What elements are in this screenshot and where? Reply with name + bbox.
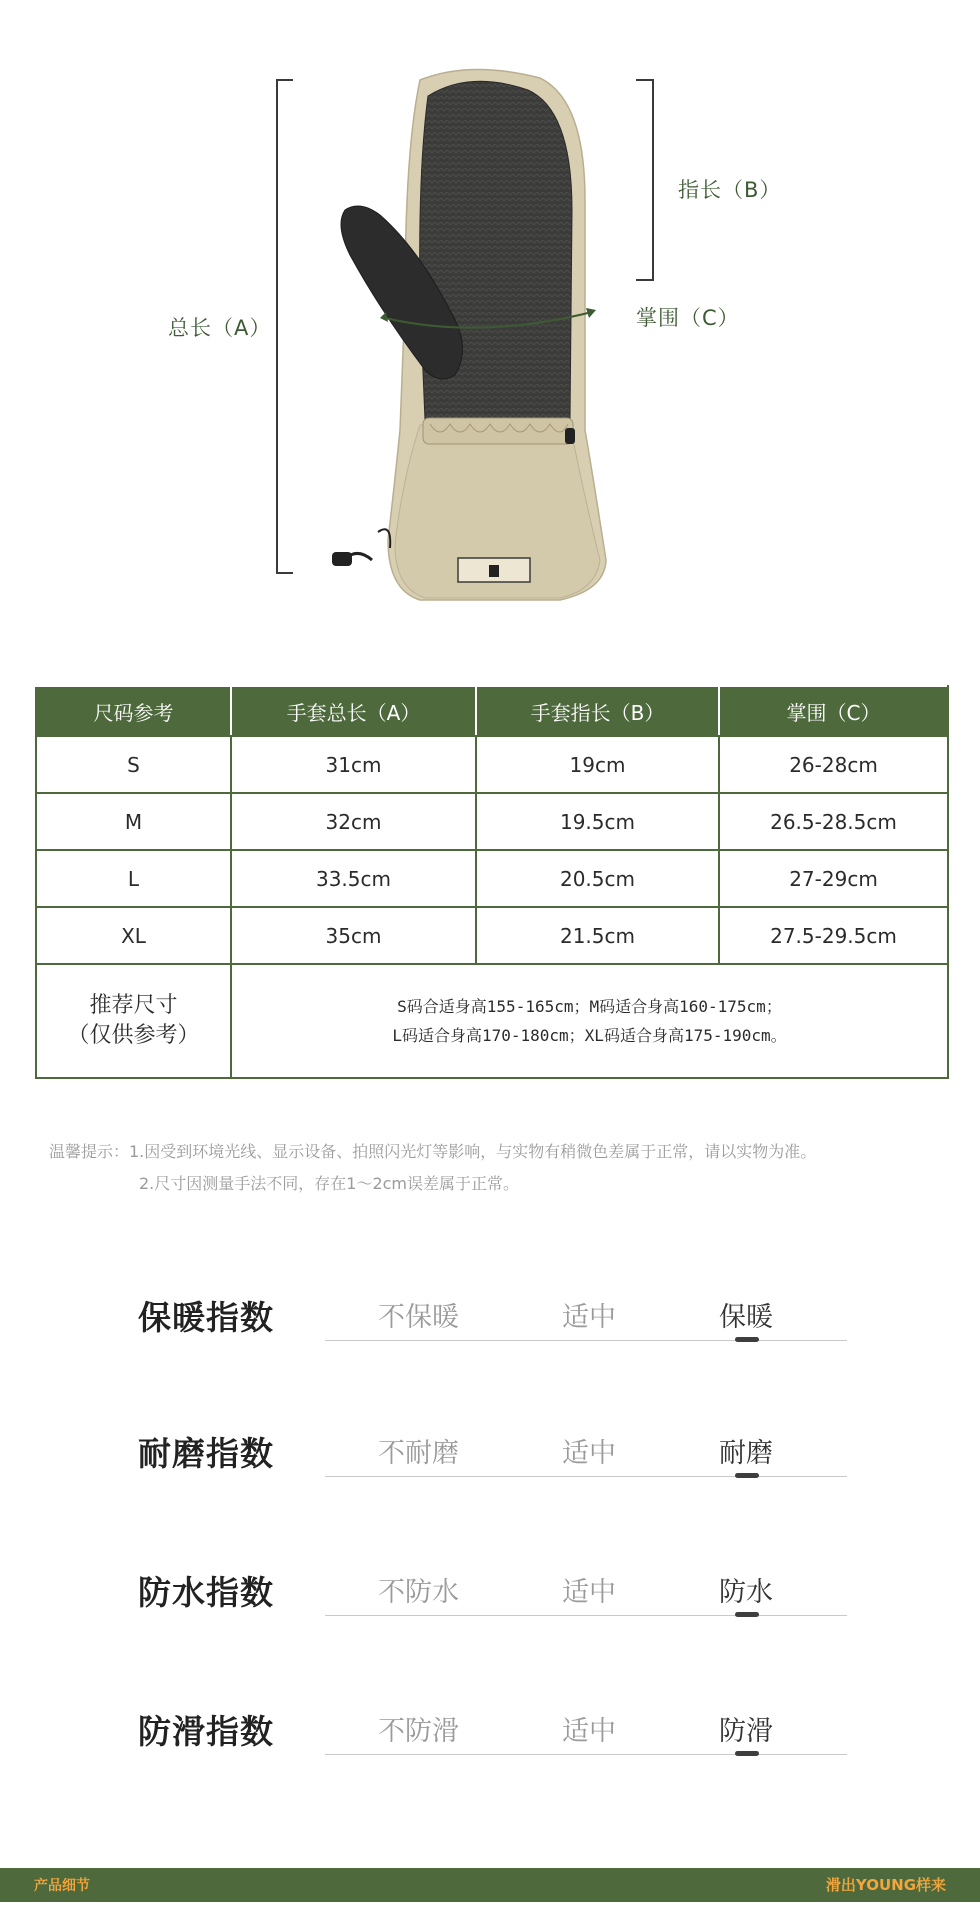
rating-option-low: 不耐磨 — [378, 1438, 459, 1469]
anti-slip-rating — [0, 1706, 980, 1776]
cell-total-length: 32cm — [231, 793, 476, 850]
glove-illustration — [0, 0, 980, 640]
table-header-row — [36, 686, 948, 736]
rating-marker — [735, 1473, 759, 1478]
bracket-a — [277, 80, 293, 573]
cell-finger-length: 19cm — [476, 736, 719, 793]
bracket-b — [636, 80, 653, 280]
cell-palm: 27.5-29.5cm — [719, 907, 948, 964]
durability-rating — [0, 1428, 980, 1498]
header-finger-length: 手套指长（B） — [476, 686, 719, 736]
header-total-length: 手套总长（A） — [231, 686, 476, 736]
size-chart-table — [35, 685, 949, 1079]
cell-finger-length: 19.5cm — [476, 793, 719, 850]
cell-total-length: 33.5cm — [231, 850, 476, 907]
recommend-label — [36, 964, 231, 1078]
recommend-label-line2: （仅供参考） — [67, 1023, 200, 1048]
cell-total-length: 35cm — [231, 907, 476, 964]
rating-option-mid: 适中 — [562, 1716, 616, 1747]
total-length-label: 总长（A） — [168, 316, 272, 340]
rating-title: 防水指数 — [138, 1573, 274, 1612]
footer-bar — [0, 1868, 980, 1902]
rating-option-high: 保暖 — [719, 1302, 773, 1333]
rating-option-mid: 适中 — [562, 1577, 616, 1608]
cell-finger-length: 21.5cm — [476, 907, 719, 964]
rating-marker — [735, 1612, 759, 1617]
waterproof-rating — [0, 1567, 980, 1637]
header-size: 尺码参考 — [36, 686, 231, 736]
table-row — [36, 850, 948, 907]
recommend-row — [36, 964, 948, 1078]
cell-size: S — [36, 736, 231, 793]
rating-option-mid: 适中 — [562, 1302, 616, 1333]
finger-length-label: 指长（B） — [678, 178, 782, 202]
rating-option-high: 耐磨 — [719, 1438, 773, 1469]
recommend-label-line1: 推荐尺寸 — [89, 993, 178, 1018]
rating-title: 防滑指数 — [138, 1712, 274, 1751]
warmth-rating — [0, 1292, 980, 1362]
rating-marker — [735, 1751, 759, 1756]
recommend-text-line2: L码适合身高170-180cm；XL码适合身高175-190cm。 — [392, 1026, 787, 1045]
rating-title: 保暖指数 — [138, 1298, 274, 1337]
rating-option-low: 不防水 — [378, 1577, 459, 1608]
rating-option-high: 防滑 — [719, 1716, 773, 1747]
recommend-text-line1: S码合适身高155-165cm；M码适合身高160-175cm； — [397, 997, 782, 1016]
cell-size: M — [36, 793, 231, 850]
footer-section-label: 产品细节 — [34, 1878, 90, 1894]
table-row — [36, 907, 948, 964]
note-line-1: 温馨提示：1.因受到环境光线、显示设备、拍照闪光灯等影响，与实物有稍微色差属于正常，请以实物为准。 — [49, 1142, 817, 1161]
cell-size: L — [36, 850, 231, 907]
rating-track — [325, 1615, 847, 1616]
cell-total-length: 31cm — [231, 736, 476, 793]
rating-option-mid: 适中 — [562, 1438, 616, 1469]
rating-track — [325, 1476, 847, 1477]
rating-option-high: 防水 — [719, 1577, 773, 1608]
rating-marker — [735, 1337, 759, 1342]
rating-track — [325, 1754, 847, 1755]
rating-track — [325, 1340, 847, 1341]
cell-finger-length: 20.5cm — [476, 850, 719, 907]
rating-title: 耐磨指数 — [138, 1434, 274, 1473]
note-line-2: 2.尺寸因测量手法不同，存在1～2cm误差属于正常。 — [139, 1174, 520, 1193]
notes — [49, 1136, 816, 1200]
cell-size: XL — [36, 907, 231, 964]
rating-option-low: 不防滑 — [378, 1716, 459, 1747]
cell-palm: 27-29cm — [719, 850, 948, 907]
glove-diagram — [0, 0, 980, 640]
header-palm: 掌围（C） — [719, 686, 948, 736]
table-row — [36, 736, 948, 793]
cell-palm: 26.5-28.5cm — [719, 793, 948, 850]
recommend-text — [231, 964, 948, 1078]
footer-brand-slogan: 滑出YOUNG样来 — [825, 1876, 946, 1894]
table-row — [36, 793, 948, 850]
palm-circumference-label: 掌围（C） — [636, 306, 740, 330]
rating-option-low: 不保暖 — [378, 1302, 459, 1333]
cell-palm: 26-28cm — [719, 736, 948, 793]
